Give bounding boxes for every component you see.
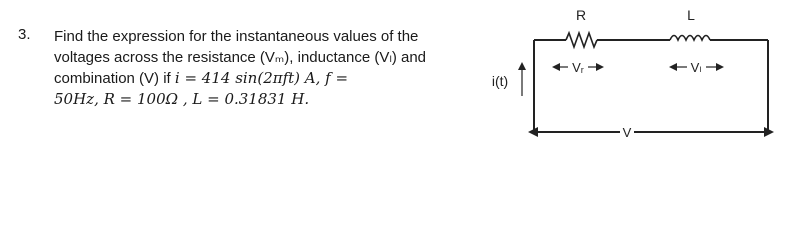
problem-text <box>54 26 426 110</box>
problem-number: 3. <box>18 26 31 43</box>
problem-line-4 <box>54 89 426 110</box>
current-equation: i = 414 sin(2πft) A, f = <box>174 69 349 87</box>
problem-line-3 <box>54 68 426 89</box>
inductor-label: L <box>687 7 695 23</box>
inductor-symbol <box>670 36 710 41</box>
vr-arrow-right-icon <box>596 63 604 71</box>
current-arrow-head-icon <box>518 62 526 70</box>
circuit-diagram <box>470 0 791 170</box>
problem-line-2 <box>54 47 426 68</box>
current-label: i(t) <box>491 73 509 89</box>
vl-arrow-left-icon <box>669 63 677 71</box>
parameters-equation: 50Hz, R = 100Ω , L = 0.31831 H. <box>54 90 310 108</box>
v-label: V <box>622 125 632 140</box>
vl-arrow-right-icon <box>716 63 724 71</box>
resistor-label: R <box>575 7 587 23</box>
problem-line-2-text: voltages across the resistance (Vₘ), inductance (Vₗ) and <box>54 49 427 66</box>
vr-label: Vᵣ <box>572 60 584 75</box>
problem-line-3-text: combination (V) if <box>54 70 175 87</box>
vr-arrow-left-icon <box>552 63 560 71</box>
problem-line-1: Find the expression for the instantaneous values of the <box>54 28 419 45</box>
vl-label: Vₗ <box>690 60 702 75</box>
resistor-symbol <box>566 33 597 47</box>
